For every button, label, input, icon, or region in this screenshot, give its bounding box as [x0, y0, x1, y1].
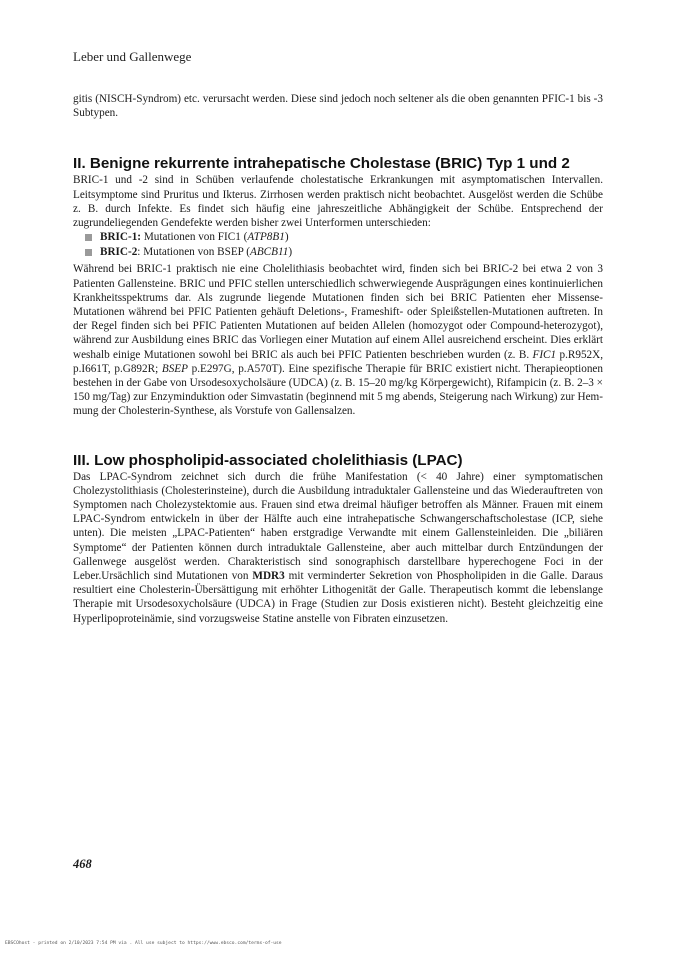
page-number: 468: [73, 857, 92, 871]
list-item-text: : Mutationen von BSEP (: [137, 245, 251, 258]
list-item: [85, 230, 603, 245]
lpac-body-paragraph: [73, 470, 603, 626]
list-item-label: BRIC-2: [100, 245, 138, 258]
list-item-close: ): [288, 245, 293, 258]
list-item-close: ): [284, 231, 289, 244]
bric-intro-paragraph: BRIC-1 und -2 sind in Schüben verlaufende cholestatische Erkrankungen mit asymptomatischen Intervallen. Leitsymptome sind Pruritus und Ikterus. Zirrhosen werden praktisch nicht beobachtet. Ausgelöst werden die Schübe z. B. durch Infekte. Es findet sich häufig eine jahreszeitliche Abhängigkeit der Schübe. Entsprechend der zugrundeliegenden Gendefekte werden bisher zwei Unterformen unterschieden:: [73, 174, 603, 230]
bullet-square-icon: [85, 234, 92, 241]
bullet-square-icon: [85, 249, 92, 256]
mutation-list-text: p.R952X, p.I661T, p.G892R;: [73, 348, 604, 375]
bric-body-text: Während bei BRIC-1 praktisch nie eine Cholelithiasis beobachtet wird, finden sich bei BRIC-2 bei etwa 2 von 3 Patienten Gallensteine. BRIC und PFIC stellen unterschiedlich schwerwiegende Ausprägungen eines kontinuierlichen Krankheitsspektrums dar. Als zugrunde liegende Mutationen finden sich bei BRIC Patienten eher Missense-Mutationen während bei PFIC Patienten gehäuft Deletions-, Frameshift- oder Spleißstellen-Mutationen auftreten. In der Regel finden sich bei PFIC Patienten Mutationen auf beiden Allelen (homozygot oder Compound-heterozygot), während zur Ausbildung eines BRIC das Vorliegen einer Mutation auf einem Allel ausreichend erscheint. Dies erklärt weshalb einige Mutationen sowohl bei BRIC als auch bei PFIC Patienten beschrieben wurden (z. B.: [73, 263, 603, 361]
continued-paragraph: gitis (NISCH-Syndrom) etc. verursacht werden. Diese sind jedoch noch seltener als die oben genannten PFIC-1 bis -3 Subtypen.: [73, 93, 603, 120]
section-heading-bric: II. Benigne rekurrente intrahepatische Cholestase (BRIC) Typ 1 und 2: [73, 155, 570, 173]
section-heading-lpac: III. Low phospholipid-associated cholelithiasis (LPAC): [73, 451, 463, 469]
page-content: [73, 92, 603, 626]
ebsco-footer: EBSCOhost - printed on 2/10/2023 7:54 PM via . All use subject to https://www.ebsco.com/terms-of-use: [5, 941, 282, 946]
list-item-label: BRIC-1:: [100, 231, 142, 244]
lpac-text-part-b: mit verminderter Sekretion von Phospholipiden in die Galle. Daraus resultiert eine Cholesterin-Übersättigung mit erhöhter Lithogenität der Galle. Therapeutisch kommt die lebenslange Therapie mit Ursodesoxycholsäure (UDCA) in Frage (Studien zur Dosis existieren nicht). Besteht gleichzeitig eine Hyperlipoproteinämie, sind vorzugsweise Statine anstelle von Fibraten einzusetzen.: [73, 570, 604, 625]
bric-subtype-list: [73, 230, 603, 259]
gene-name: ATP8B1: [247, 231, 285, 244]
list-item: [85, 245, 603, 260]
bric-body-paragraph: [73, 262, 603, 418]
gene-name-bold: MDR3: [252, 570, 285, 583]
lpac-text-part-a: Das LPAC-Syndrom zeichnet sich durch die frühe Manifestation (< 40 Jahre) einer symptomatischen Cholezystolithiasis (Cholesterinsteine), durch die Ausbildung intraduktaler Gallensteine und das Wiederauftreten von Symptomen nach Cholezystektomie aus. Frauen sind etwa dreimal häufiger betroffen als Männer. Frauen mit einem LPAC-Syndrom entwickeln in über der Hälfte auch eine intrahepatische Schwangerschaftscholestase (ICP, siehe unten). Die meisten „LPAC-Patienten“ haben erstgradige Verwandte mit einem Gallensteinleiden. Die „biliären Symptome“ der Patienten können durch intraduktale Gallensteine, aber auch mittelbar durch Entzündungen der Gallenwege ausgelöst werden. Charakteristisch sind sonographisch darstellbare hyperechogene Foci in der Leber.Ursächlich sind Mutationen von: [73, 470, 603, 583]
list-item-text: Mutationen von FIC1 (: [141, 231, 248, 244]
bric-body-tail: p.E297G, p.A570T). Eine spezifische Therapie für BRIC existiert nicht. Therapieoptionen bestehen in der Gabe von Ursodesoxycholsäure (UDCA) (z. B. 15–20 mg/kg Körpergewicht), Rifampicin (z. B. 2–3 × 150 mg/Tag) zur Enzyminduktion oder Simvastatin (beginnend mit 5 mg abends, Steigerung nach Wirkung) zur Hemmung der Cholesterin-Synthese, als Vorstufe von Gallensalzen.: [73, 362, 603, 418]
gene-name: FIC1: [532, 348, 557, 361]
running-header: Leber und Gallenwege: [73, 49, 192, 64]
gene-name: BSEP: [161, 362, 188, 375]
gene-name: ABCB11: [250, 245, 289, 258]
